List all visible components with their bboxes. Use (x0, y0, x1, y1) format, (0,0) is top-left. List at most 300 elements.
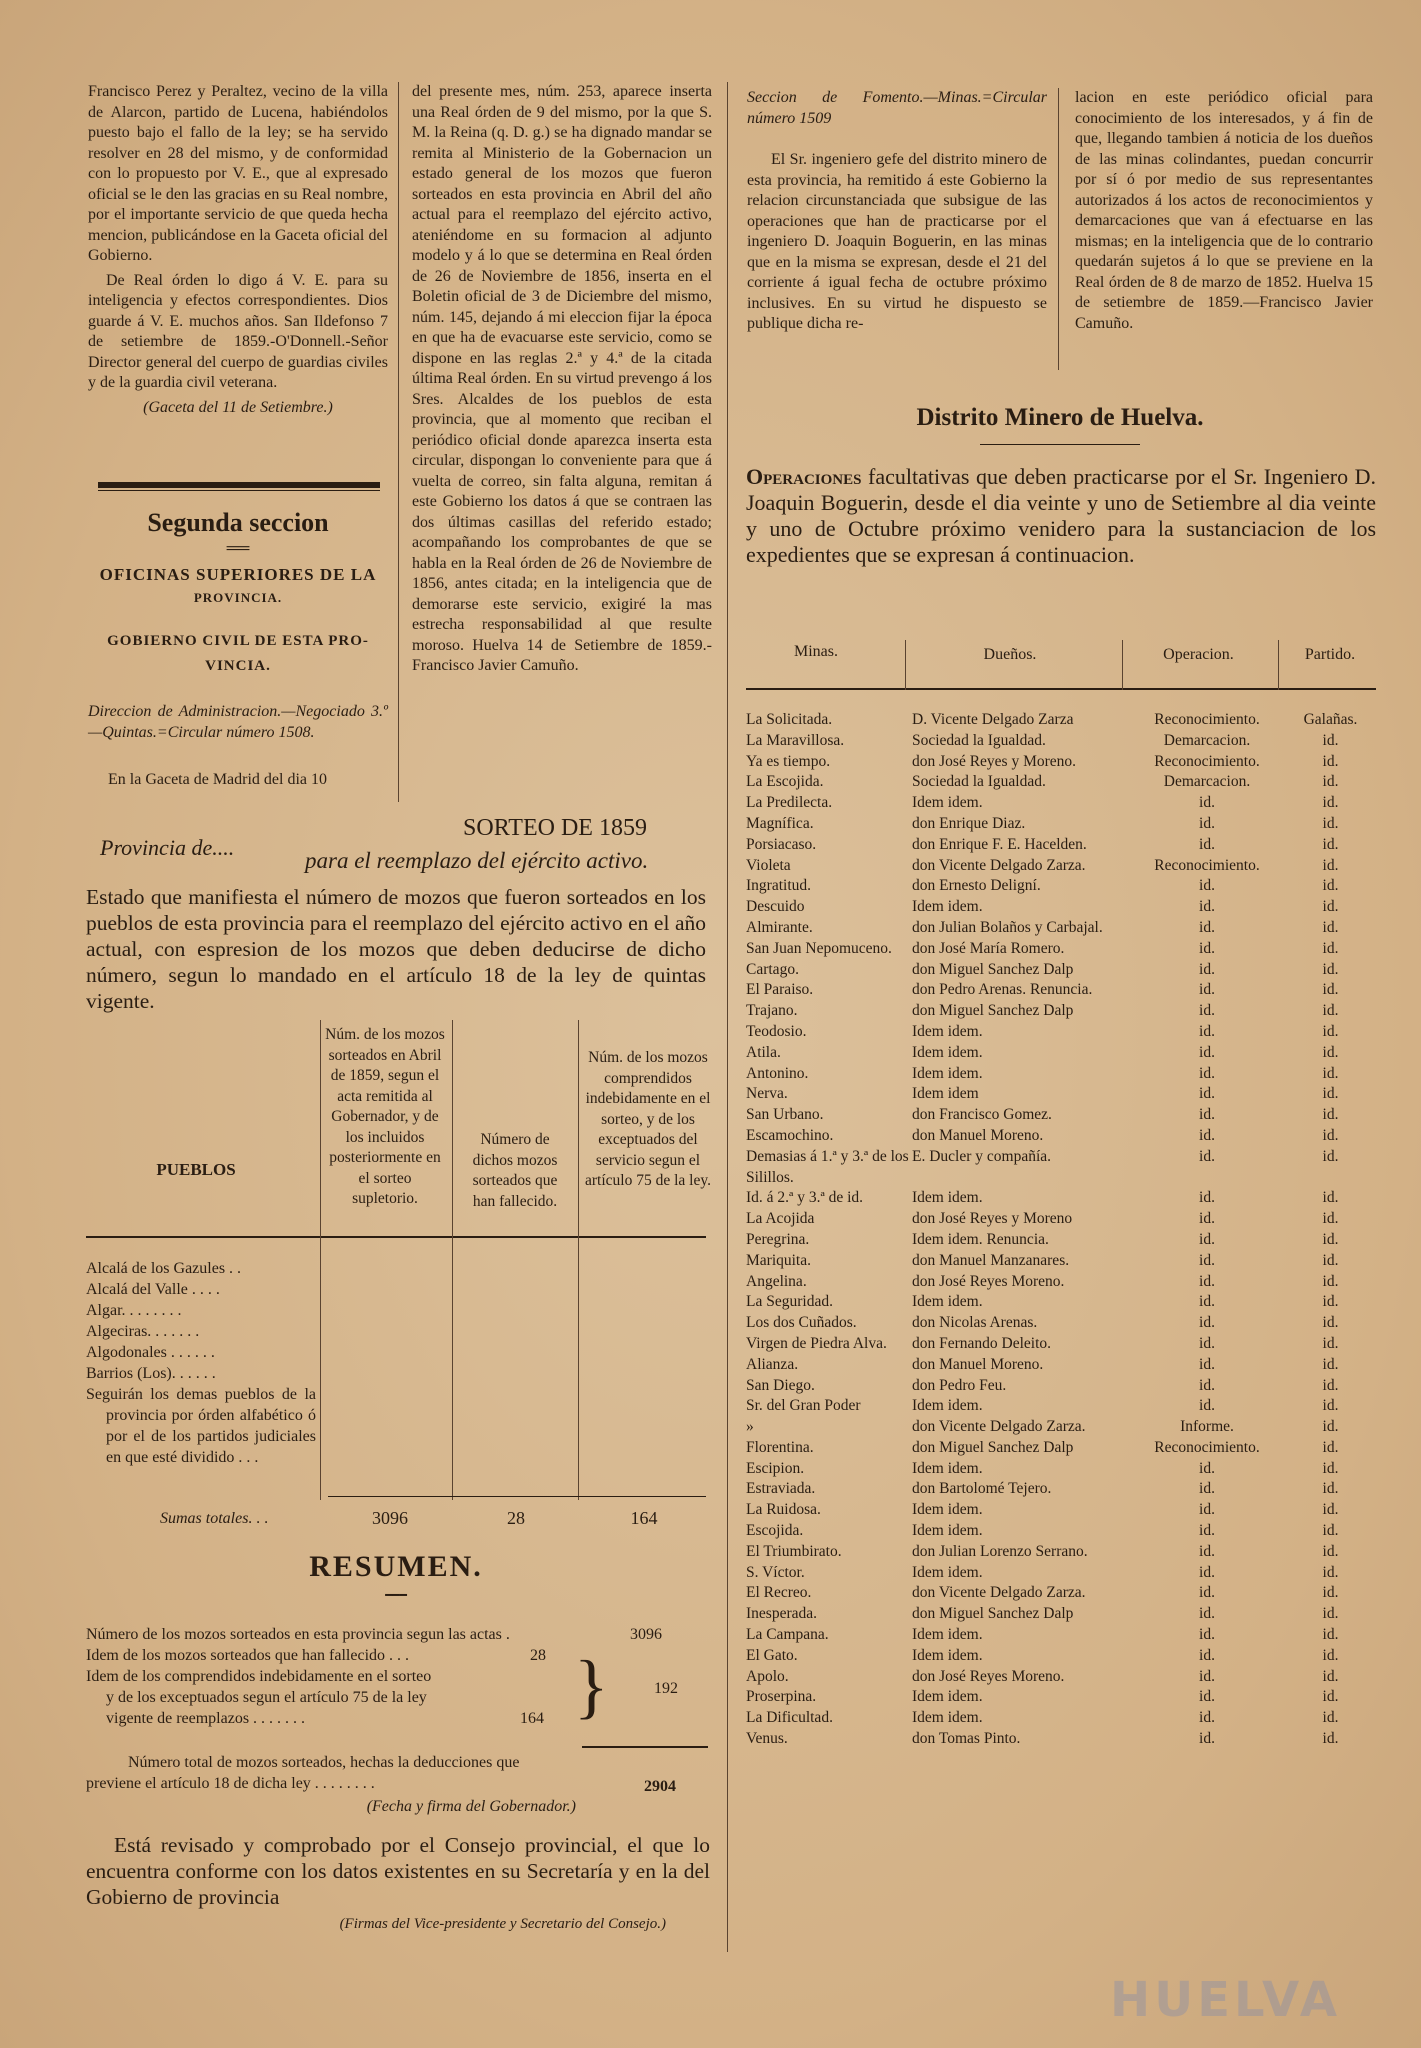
pueblo-row: Alcalá de los Gazules . . (86, 1260, 242, 1277)
distrito-rule (980, 444, 1140, 445)
distrito-intro-text: facultativas que deben practicarse por el Sr. Ingeniero D. Joaquin Boguerin, desde el dia veinte y uno de Setiembre al dia veinte y uno de Octubre próximo venidero para la sustanciacion de los expedientes que se expresan á continuacion. (746, 464, 1376, 567)
mina-partido: id. (1322, 1230, 1339, 1248)
table-row (746, 1251, 1376, 1272)
mina-operacion: id. (1199, 1480, 1215, 1498)
mina-dueno: don Nicolas Arenas. (912, 1314, 1038, 1332)
mina-dueno: don Pedro Feu. (912, 1376, 1007, 1394)
suma-fallecidos: 28 (507, 1508, 525, 1528)
mina-operacion: Reconocimiento. (1154, 1438, 1260, 1456)
reemplazo-label: para el reemplazo del ejército activo. (305, 848, 649, 873)
pueblo-row: Barrios (Los). . . . . . (86, 1365, 216, 1382)
pueblo-row: Alcalá del Valle . . . . (86, 1281, 220, 1298)
distrito-title: Distrito Minero de Huelva. (916, 404, 1204, 431)
mina-partido: id. (1322, 1667, 1339, 1685)
table-sep-2 (452, 1020, 453, 1500)
mina-partido: id. (1322, 1376, 1339, 1394)
mina-operacion: id. (1199, 1230, 1215, 1248)
mina-partido: id. (1322, 1730, 1339, 1748)
resumen-row-5: vigente de reemplazos . . . . . . . (106, 1710, 306, 1727)
table-row (746, 1001, 1376, 1022)
table-row (746, 876, 1376, 897)
col1-paragraph-1: Francisco Perez y Peraltez, vecino de la villa de Alarcon, partido de Lucena, habiéndolos puesto bajo el fallo de la ley; se ha servido resolver en 28 del mismo, y de conformidad con lo propuesto por V. E., que al expresado oficial se le den las gracias en su Real nombre, por el importante servicio de que queda hecha mencion, publicándose en la Gaceta oficial del Gobierno. (88, 83, 388, 264)
mina-partido: id. (1322, 1106, 1339, 1124)
mina-operacion: id. (1199, 1688, 1215, 1706)
huelva-watermark: HUELVA (1110, 1972, 1341, 2028)
mina-operacion: id. (1199, 1709, 1215, 1727)
mina-dueno: don Pedro Arenas. Renuncia. (912, 981, 1093, 999)
mina-name: Ya es tiempo. (746, 752, 831, 770)
table-row (746, 1188, 1376, 1209)
mina-operacion: id. (1199, 1085, 1215, 1103)
mina-partido: id. (1322, 1501, 1339, 1519)
mina-dueno: E. Ducler y compañía. (912, 1147, 1052, 1165)
mina-name: S. Víctor. (746, 1563, 805, 1581)
mina-dueno: don Julian Lorenzo Serrano. (912, 1542, 1088, 1560)
mina-name: Angelina. (746, 1272, 807, 1290)
mina-name: Violeta (746, 856, 791, 874)
table-row (746, 856, 1376, 877)
mina-dueno: don José María Romero. (912, 939, 1065, 957)
table-row (746, 814, 1376, 835)
total-label-2: previene el artículo 18 de dicha ley . . . . . . . . (86, 1775, 375, 1792)
header-duenos: Dueños. (983, 646, 1037, 663)
mina-name: » (746, 1418, 754, 1436)
mina-operacion: id. (1199, 877, 1215, 895)
mina-operacion: id. (1199, 918, 1215, 936)
mina-dueno: don Fernando Deleito. (912, 1334, 1052, 1352)
mina-dueno: don Julian Bolaños y Carbajal. (912, 918, 1103, 936)
brace-symbol: } (574, 1646, 609, 1726)
gaceta-note: (Gaceta del 11 de Setiembre.) (143, 398, 333, 416)
mina-operacion: Reconocimiento. (1154, 856, 1260, 874)
mina-operacion: id. (1199, 1584, 1215, 1602)
mines-header-sep-2 (1122, 640, 1123, 690)
mina-partido: id. (1322, 1314, 1339, 1332)
mina-name: La Predilecta. (746, 794, 833, 812)
segunda-seccion-heading: Segunda seccion (147, 508, 329, 537)
mina-operacion: id. (1199, 1355, 1215, 1373)
mina-name: El Triumbirato. (746, 1542, 842, 1560)
mina-dueno: Sociedad la Igualdad. (912, 731, 1046, 749)
mina-operacion: id. (1199, 1314, 1215, 1332)
mina-operacion: Demarcacion. (1163, 731, 1251, 749)
mina-dueno: don Manuel Moreno. (912, 1126, 1044, 1144)
mina-name: Los dos Cuñados. (746, 1314, 857, 1332)
mina-name: Estraviada. (746, 1480, 816, 1498)
table-row (746, 835, 1376, 856)
mina-dueno: Idem idem (912, 1085, 979, 1103)
mina-name: El Recreo. (746, 1584, 812, 1602)
mina-dueno: Idem idem. Renuncia. (912, 1230, 1049, 1248)
mina-operacion: id. (1199, 1646, 1215, 1664)
mina-partido: id. (1322, 1418, 1339, 1436)
direccion-note: Direccion de Administracion.—Negociado 3.º—Quintas.=Circular número 1508. (88, 703, 388, 741)
sorteo-title: SORTEO DE 1859 (463, 815, 647, 841)
table-row (746, 1479, 1376, 1500)
mina-partido: id. (1322, 1022, 1339, 1040)
mina-operacion: id. (1199, 1626, 1215, 1644)
mina-partido: id. (1322, 898, 1339, 916)
column-separator-1 (398, 82, 399, 802)
mina-dueno: don Ernesto Deligní. (912, 877, 1041, 895)
header-minas: Minas. (794, 643, 838, 660)
mina-operacion: id. (1199, 1501, 1215, 1519)
total-label-1: Número total de mozos sorteados, hechas la deducciones que (128, 1754, 520, 1771)
sumas-label: Sumas totales. . . (160, 1510, 269, 1527)
table-row (746, 793, 1376, 814)
table-row (746, 1272, 1376, 1293)
mina-partido: id. (1322, 1085, 1339, 1103)
mina-partido: id. (1322, 1646, 1339, 1664)
mina-dueno: Idem idem. (912, 1688, 983, 1706)
mina-dueno: don Vicente Delgado Zarza. (912, 856, 1086, 874)
resumen-row-2: Idem de los mozos sorteados que han fallecido . . . (86, 1647, 410, 1664)
mina-name: San Juan Nepomuceno. (746, 939, 892, 957)
mina-name: Escipion. (746, 1459, 805, 1477)
table-row (746, 1209, 1376, 1230)
pueblo-row: Algar. . . . . . . . (86, 1302, 182, 1319)
mina-operacion: id. (1199, 1397, 1215, 1415)
mina-name: Antonino. (746, 1064, 809, 1082)
gobierno-heading-2: VINCIA. (205, 658, 271, 674)
total-value: 2904 (644, 1778, 676, 1795)
header-partido: Partido. (1304, 646, 1356, 663)
table-row (746, 1583, 1376, 1604)
col1-text (88, 82, 388, 418)
table-row (746, 1355, 1376, 1376)
table-row (746, 1147, 1376, 1189)
table-row (746, 1521, 1376, 1542)
mina-name: La Solicitada. (746, 711, 833, 728)
mina-operacion: id. (1199, 1293, 1215, 1311)
mina-name: Proserpina. (746, 1688, 817, 1706)
mina-dueno: don Enrique Diaz. (912, 814, 1026, 832)
mina-partido: id. (1322, 1480, 1339, 1498)
mina-dueno: don José Reyes Moreno. (912, 1272, 1065, 1290)
table-row (746, 1043, 1376, 1064)
mina-name: La Escojida. (746, 773, 824, 791)
mina-dueno: Idem idem. (912, 898, 983, 916)
table-row (746, 1022, 1376, 1043)
mina-dueno: don Miguel Sanchez Dalp (912, 960, 1074, 978)
mines-header-sep-3 (1278, 640, 1279, 690)
mina-operacion: id. (1199, 1730, 1215, 1748)
mina-name: Florentina. (746, 1438, 814, 1456)
provincia-label: Provincia de.... (100, 835, 235, 860)
sumas-rule (328, 1496, 706, 1497)
mina-dueno: don Manuel Moreno. (912, 1355, 1044, 1373)
mina-dueno: Idem idem. (912, 1626, 983, 1644)
mines-table-body (746, 710, 1376, 1750)
mina-operacion: Demarcacion. (1163, 773, 1251, 791)
resumen-val-2: 28 (530, 1647, 546, 1664)
mina-name: San Urbano. (746, 1106, 824, 1124)
seguiran-note: Seguirán los demas pueblos de la provincia por órden alfabético ó por el de los partidos judiciales en que esté dividido . . . (86, 1386, 316, 1466)
mina-name: Escojida. (746, 1522, 804, 1540)
table-row (746, 772, 1376, 793)
mina-name: El Paraiso. (746, 981, 814, 999)
mina-partido: id. (1322, 835, 1339, 853)
mina-name: Escamochino. (746, 1126, 834, 1144)
table-row (746, 1667, 1376, 1688)
table-row (746, 1292, 1376, 1313)
firmas-note: (Firmas del Vice-presidente y Secretario del Consejo.) (339, 1916, 666, 1932)
mina-name: La Acojida (746, 1210, 815, 1228)
mina-operacion: id. (1199, 1376, 1215, 1394)
table-header-rule (86, 1236, 706, 1238)
mina-name: San Diego. (746, 1376, 815, 1394)
table-row (746, 960, 1376, 981)
mina-operacion: id. (1199, 939, 1215, 957)
mina-partido: id. (1322, 731, 1339, 749)
table-row (746, 1708, 1376, 1729)
mina-partido: id. (1322, 794, 1339, 812)
fecha-firma: (Fecha y firma del Gobernador.) (366, 1798, 576, 1815)
mina-partido: id. (1322, 1189, 1339, 1207)
header-col-fallecidos: Número de dichos mozos sorteados que han fallecido. (472, 1131, 558, 1210)
mina-operacion: id. (1199, 1667, 1215, 1685)
mina-operacion: id. (1199, 1147, 1215, 1165)
pueblo-row: Algeciras. . . . . . . (86, 1323, 200, 1340)
table-row (746, 1417, 1376, 1438)
mina-dueno: Idem idem. (912, 1022, 983, 1040)
mina-partido: id. (1322, 1272, 1339, 1290)
resumen-val-5: 164 (520, 1710, 544, 1727)
resumen-row-4: y de los exceptuados segun el artículo 75 de la ley (106, 1689, 427, 1706)
distrito-intro-lead: Operaciones (746, 464, 862, 489)
mina-dueno: don Francisco Gomez. (912, 1106, 1052, 1124)
table-row (746, 897, 1376, 918)
mina-name: La Seguridad. (746, 1293, 833, 1311)
mina-operacion: id. (1199, 1563, 1215, 1581)
mina-name: La Campana. (746, 1626, 829, 1644)
estado-paragraph: Estado que manifiesta el número de mozos que fueron sorteados en los pueblos de esta provincia para el reemplazo del ejército activo en el año actual, con espresion de los mozos que deben deducirse de dicho número, segun lo mandado en el artículo 18 de la ley de quintas vigente. (86, 885, 706, 1013)
mina-dueno: don José Reyes y Moreno (912, 1210, 1073, 1228)
table-row (746, 752, 1376, 773)
resumen-ornament: ━━━ (385, 1588, 407, 1602)
mina-dueno: Idem idem. (912, 1563, 983, 1581)
section-rule (98, 482, 380, 488)
mina-partido: id. (1322, 939, 1339, 957)
mina-operacion: id. (1199, 898, 1215, 916)
oficinas-heading: OFICINAS SUPERIORES DE LA (99, 565, 377, 584)
mina-partido: id. (1322, 1688, 1339, 1706)
mina-partido: id. (1322, 877, 1339, 895)
mina-partido: id. (1322, 1584, 1339, 1602)
mina-partido: id. (1322, 1438, 1339, 1456)
mina-operacion: id. (1199, 1043, 1215, 1061)
mina-partido: id. (1322, 1334, 1339, 1352)
mina-name: Peregrina. (746, 1230, 810, 1248)
mina-operacion: id. (1199, 1002, 1215, 1020)
resumen-brace-total: 192 (654, 1680, 678, 1697)
table-row (746, 1438, 1376, 1459)
mina-partido: id. (1322, 1126, 1339, 1144)
mina-operacion: Informe. (1180, 1418, 1234, 1436)
table-row (746, 1064, 1376, 1085)
col2-text: del presente mes, núm. 253, aparece inserta una Real órden de 9 del mismo, por la que S. M. la Reina (q. D. g.) se ha dignado mandar se remita al Ministerio de la Gobernacion un estado general de los mozos que fueron sorteados en esta provincia en Abril del año actual para el reemplazo del ejército activo, ateniéndome en su formacion al adjunto modelo y á lo que se determina en Real órden de 26 de Noviembre de 1856, inserta en el Boletin oficial de 3 de Diciembre del mismo, núm. 145, dejando á mi eleccion fijar la época en que ha de evacuarse este servicio, como se dispone en las reglas 2.ª y 4.ª de la citada última Real órden. En su virtud prevengo á los Sres. Alcaldes de los pueblos de esta provincia, que al momento que reciban el periódico oficial donde aparezca inserta esta circular, dispongan lo conveniente para que á vuelta de correo, sin falta alguna, remitan á este Gobierno los datos á que se contraen las dos últimas casillas del referido estado; acompañando los comprobantes de que se habla en la Real órden de 26 de Noviembre de 1856, antes citada; en la inteligencia que de demorarse este servicio, exigiré la mas estrecha responsabilidad al que resulte moroso. Huelva 14 de Setiembre de 1859.-Francisco Javier Camuño. (412, 83, 712, 674)
mina-operacion: id. (1199, 1251, 1215, 1269)
mina-partido: id. (1322, 1459, 1339, 1477)
mina-name: Id. á 2.ª y 3.ª de id. (746, 1189, 864, 1207)
mina-partido: id. (1322, 814, 1339, 832)
mina-dueno: Idem idem. (912, 1501, 983, 1519)
mina-dueno: don Manuel Manzanares. (912, 1251, 1070, 1269)
mina-operacion: Reconocimiento. (1154, 752, 1260, 770)
mina-name: La Ruidosa. (746, 1501, 821, 1519)
mina-operacion: id. (1199, 1542, 1215, 1560)
mina-partido: id. (1322, 1522, 1339, 1540)
mina-dueno: Idem idem. (912, 1646, 983, 1664)
mina-name: Venus. (746, 1730, 788, 1748)
table-row (746, 1334, 1376, 1355)
mina-partido: id. (1322, 960, 1339, 978)
suma-sorteados: 3096 (372, 1508, 408, 1528)
resumen-row-1: Número de los mozos sorteados en esta provincia segun las actas . (86, 1626, 510, 1643)
mina-dueno: don Miguel Sanchez Dalp (912, 1002, 1074, 1020)
mina-dueno: don Enrique F. E. Hacelden. (912, 835, 1087, 853)
mina-partido: id. (1322, 752, 1339, 770)
mina-operacion: id. (1199, 1189, 1215, 1207)
mina-name: La Maravillosa. (746, 731, 845, 749)
mina-operacion: id. (1199, 1022, 1215, 1040)
resumen-val-1: 3096 (630, 1626, 662, 1643)
header-operacion: Operacion. (1163, 646, 1234, 663)
gobierno-heading-1: GOBIERNO CIVIL DE ESTA PRO- (107, 633, 369, 649)
mina-name: Demasias á 1.ª y 3.ª de los Silillos. (746, 1147, 909, 1186)
mina-partido: id. (1322, 1563, 1339, 1581)
mina-operacion: id. (1199, 814, 1215, 832)
table-sep-1 (320, 1020, 321, 1500)
table-row (746, 1459, 1376, 1480)
mina-partido: id. (1322, 1043, 1339, 1061)
table-row (746, 1396, 1376, 1417)
mina-name: Mariquita. (746, 1251, 811, 1269)
mina-operacion: id. (1199, 1106, 1215, 1124)
mina-operacion: id. (1199, 794, 1215, 812)
table-row (746, 1604, 1376, 1625)
mina-operacion: id. (1199, 1064, 1215, 1082)
mina-dueno: Idem idem. (912, 1189, 983, 1207)
mina-name: Cartago. (746, 960, 799, 978)
mina-operacion: id. (1199, 981, 1215, 999)
table-row (746, 1105, 1376, 1126)
mina-name: Virgen de Piedra Alva. (746, 1334, 887, 1352)
header-pueblos: PUEBLOS (156, 1160, 236, 1179)
table-row (746, 731, 1376, 752)
mina-name: Teodosio. (746, 1022, 807, 1040)
mina-operacion: id. (1199, 1522, 1215, 1540)
header-col-sorteados: Núm. de los mozos sorteados en Abril de 1859, segun el acta remitida al Gobernador, y de los incluidos posteriormente en el sorteo supletorio. (325, 1026, 445, 1207)
mines-table-wrapper (746, 710, 1376, 1750)
mina-dueno: don Bartolomé Tejero. (912, 1480, 1052, 1498)
mina-partido: Galañas. (1303, 711, 1358, 728)
mina-partido: id. (1322, 1542, 1339, 1560)
resumen-row-3: Idem de los comprendidos indebidamente en el sorteo (86, 1668, 432, 1685)
mina-operacion: id. (1199, 1210, 1215, 1228)
resumen-total-rule (582, 1746, 708, 1748)
mina-partido: id. (1322, 918, 1339, 936)
mina-partido: id. (1322, 1626, 1339, 1644)
mina-dueno: don José Reyes Moreno. (912, 1667, 1065, 1685)
table-row (746, 1126, 1376, 1147)
mina-partido: id. (1322, 773, 1339, 791)
mina-dueno: Idem idem. (912, 1043, 983, 1061)
col4-text: lacion en este periódico oficial para conocimiento de los interesados, y á fin de que, llegando tambien á noticia de los dueños de las minas colindantes, puedan concurrir por sí ó por medio de sus representantes autorizados á los actos de reconocimientos y demarcaciones que van á efectuarse en las mismas; en la inteligencia que de lo contrario quedarán sujetos á lo que se previene en la Real órden de 8 de marzo de 1852. Huelva 15 de setiembre de 1859.—Francisco Javier Camuño. (1075, 89, 1373, 332)
header-col-exceptuados: Núm. de los mozos comprendidos indebidamente en el sorteo, y de los exceptuados del servicio segun el artículo 75 de la ley. (585, 1049, 711, 1189)
mina-operacion: id. (1199, 1605, 1215, 1623)
mina-name: Atila. (746, 1043, 781, 1061)
mines-header-rule (746, 688, 1376, 690)
mina-dueno: don Miguel Sanchez Dalp (912, 1438, 1074, 1456)
mina-name: Apolo. (746, 1667, 789, 1685)
mina-name: Magnífica. (746, 814, 814, 832)
mina-dueno: don Vicente Delgado Zarza. (912, 1418, 1086, 1436)
mina-dueno: don Miguel Sanchez Dalp (912, 1605, 1074, 1623)
table-row (746, 1500, 1376, 1521)
mina-name: Almirante. (746, 918, 813, 936)
provincia-heading: PROVINCIA. (193, 590, 283, 605)
mina-partido: id. (1322, 1002, 1339, 1020)
mina-dueno: Idem idem. (912, 1459, 983, 1477)
col3-text: El Sr. ingeniero gefe del distrito minero de esta provincia, ha remitido á este Gobierno la relacion circunstanciada que subsigue de las operaciones que han de practicarse por el ingeniero D. Joaquin Boguerin, en las minas que en la misma se expresan, desde el 21 del corriente á igual fecha de octubre próximo inclusives. En su virtud he dispuesto se publique dicha re- (747, 151, 1047, 332)
table-row (746, 939, 1376, 960)
mina-partido: id. (1322, 1709, 1339, 1727)
mina-name: Descuido (746, 898, 805, 916)
mina-partido: id. (1322, 1355, 1339, 1373)
table-row (746, 1376, 1376, 1397)
mina-partido: id. (1322, 1251, 1339, 1269)
column-separator-main (727, 82, 728, 1952)
table-row (746, 710, 1376, 731)
mina-name: Ingratitud. (746, 877, 811, 895)
mines-table (746, 710, 1376, 1750)
mina-operacion: id. (1199, 835, 1215, 853)
mina-dueno: Idem idem. (912, 1709, 983, 1727)
mina-name: Porsiacaso. (746, 835, 817, 853)
pueblo-row: Algodonales . . . . . . (86, 1344, 215, 1361)
table-row (746, 1563, 1376, 1584)
mina-operacion: id. (1199, 1334, 1215, 1352)
mina-dueno: Idem idem. (912, 1397, 983, 1415)
mina-name: Nerva. (746, 1085, 788, 1103)
mina-name: Trajano. (746, 1002, 798, 1020)
mina-name: Inesperada. (746, 1605, 817, 1623)
table-row (746, 1084, 1376, 1105)
pueblos-list (86, 1258, 316, 1468)
table-row (746, 1230, 1376, 1251)
mina-partido: id. (1322, 1210, 1339, 1228)
mina-dueno: D. Vicente Delgado Zarza (912, 711, 1074, 728)
mina-dueno: Idem idem. (912, 1522, 983, 1540)
mines-header-sep-1 (905, 640, 906, 690)
mina-dueno: Idem idem. (912, 1293, 983, 1311)
mina-operacion: Reconocimiento. (1154, 711, 1260, 728)
suma-exceptuados: 164 (630, 1508, 658, 1528)
table-row (746, 1729, 1376, 1750)
mina-partido: id. (1322, 981, 1339, 999)
revisado-paragraph: Está revisado y comprobado por el Consejo provincial, el que lo encuentra conforme con los datos existentes en su Secretaría y en la del Gobierno de provincia (86, 1833, 710, 1909)
mina-dueno: don Tomas Pinto. (912, 1730, 1021, 1748)
mina-name: El Gato. (746, 1646, 798, 1664)
mina-partido: id. (1322, 1605, 1339, 1623)
mina-partido: id. (1322, 1064, 1339, 1082)
table-row (746, 1687, 1376, 1708)
mina-partido: id. (1322, 856, 1339, 874)
table-row (746, 1313, 1376, 1334)
mina-name: La Dificultad. (746, 1709, 833, 1727)
gaceta-madrid: En la Gaceta de Madrid del dia 10 (108, 771, 328, 788)
